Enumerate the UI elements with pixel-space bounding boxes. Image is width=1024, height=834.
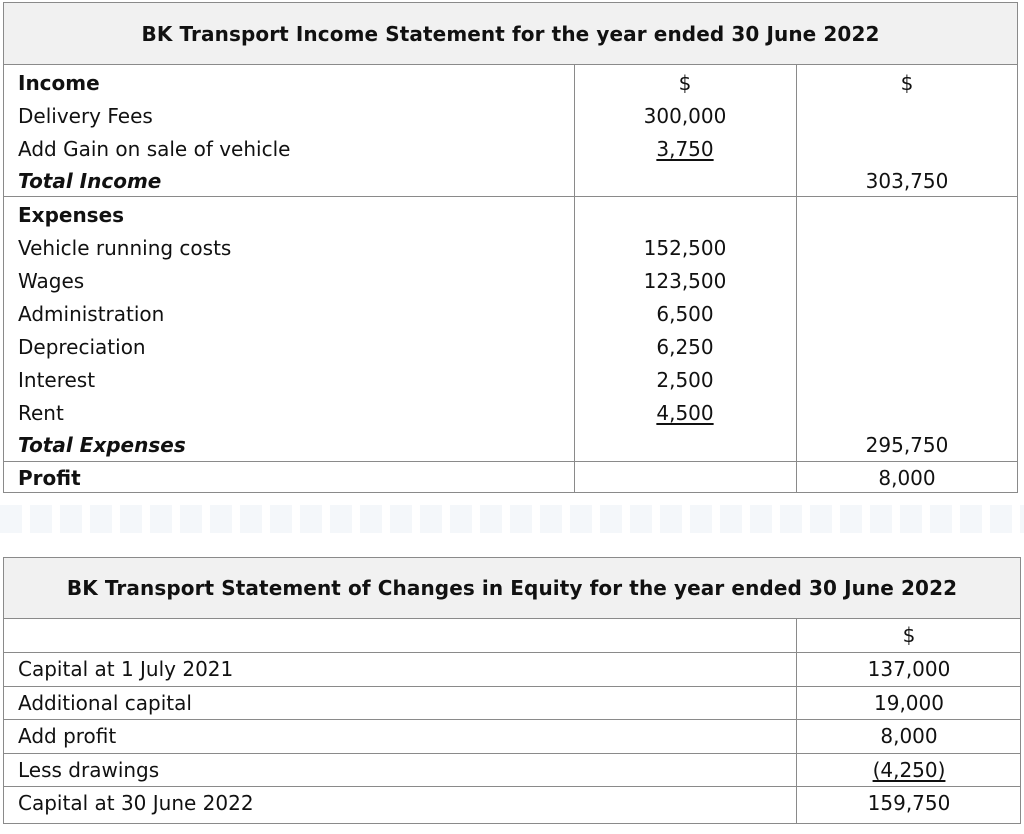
page-break-strip	[0, 505, 1024, 533]
equity-row-value: 8,000	[880, 724, 938, 748]
equity-statement-title: BK Transport Statement of Changes in Equity for the year ended 30 June 2022	[4, 558, 1020, 619]
equity-statement-table	[3, 557, 1021, 824]
equity-row-value: 159,750	[867, 791, 951, 815]
expense-row-label: Administration	[18, 302, 165, 326]
total-income-label: Total Income	[18, 169, 162, 193]
income-section-label: Income	[18, 71, 100, 95]
equity-row-value: (4,250)	[872, 758, 946, 782]
income-statement-table	[3, 2, 1018, 493]
profit-label: Profit	[18, 466, 81, 490]
equity-row-label: Capital at 30 June 2022	[18, 791, 254, 815]
income-row-label: Delivery Fees	[18, 104, 153, 128]
equity-row-label: Capital at 1 July 2021	[18, 657, 234, 681]
total-expenses-label: Total Expenses	[18, 433, 186, 457]
total-expenses-value: 295,750	[865, 433, 949, 457]
equity-row-label: Less drawings	[18, 758, 160, 782]
expenses-section-label: Expenses	[18, 203, 125, 227]
expense-row-value: 2,500	[656, 368, 714, 392]
expense-row-value: 4,500	[656, 401, 714, 425]
col1-currency-header: $	[678, 71, 692, 95]
expense-row-value: 152,500	[643, 236, 727, 260]
expense-row-value: 6,250	[656, 335, 714, 359]
equity-row-value: 19,000	[874, 691, 944, 715]
expense-row-value: 6,500	[656, 302, 714, 326]
income-row-value: 3,750	[656, 137, 714, 161]
equity-row-label: Add profit	[18, 724, 117, 748]
expense-row-label: Depreciation	[18, 335, 146, 359]
income-statement-title: BK Transport Income Statement for the year ended 30 June 2022	[4, 3, 1017, 65]
equity-row-label: Additional capital	[18, 691, 192, 715]
equity-row-value: 137,000	[867, 657, 951, 681]
income-row-value: 300,000	[643, 104, 727, 128]
income-row-label: Add Gain on sale of vehicle	[18, 137, 291, 161]
expense-row-label: Interest	[18, 368, 96, 392]
expense-row-label: Rent	[18, 401, 64, 425]
total-income-value: 303,750	[865, 169, 949, 193]
col2-currency-header: $	[900, 71, 914, 95]
profit-value: 8,000	[878, 466, 936, 490]
expense-row-value: 123,500	[643, 269, 727, 293]
expense-row-label: Wages	[18, 269, 85, 293]
equity-currency-header: $	[902, 623, 916, 647]
expense-row-label: Vehicle running costs	[18, 236, 232, 260]
